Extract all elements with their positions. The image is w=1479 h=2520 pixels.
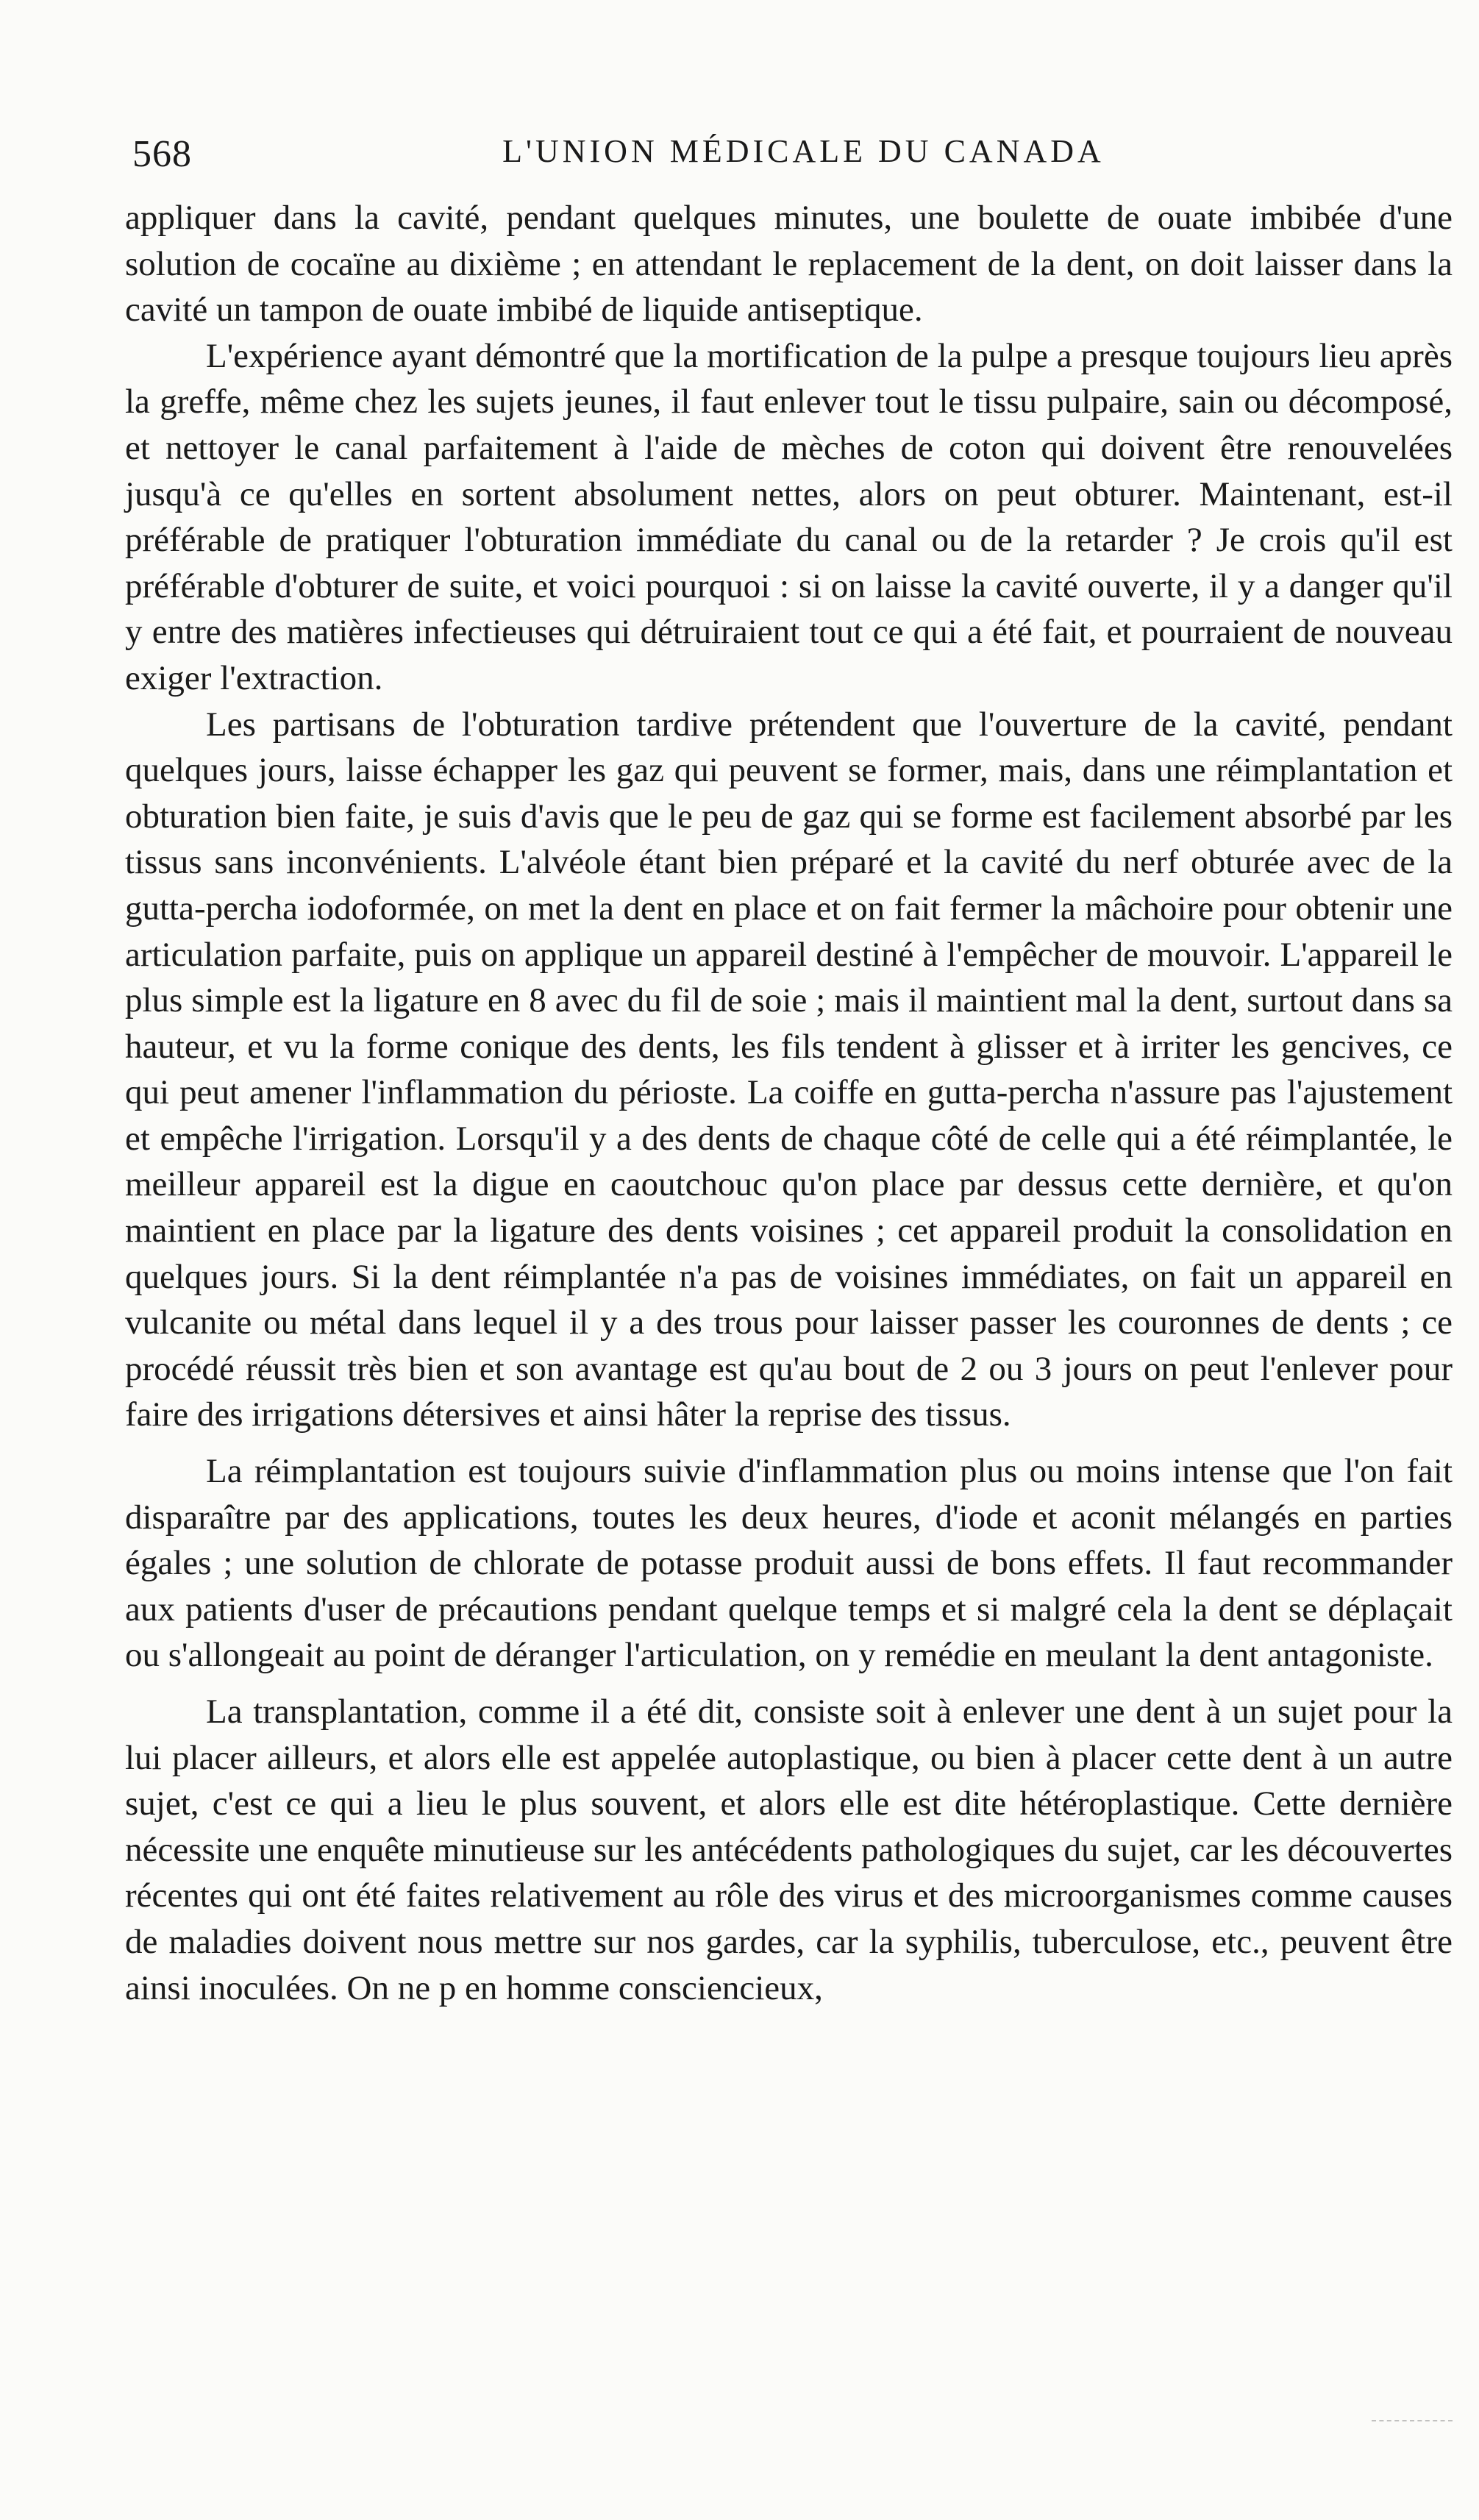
running-title: L'UNION MÉDICALE DU CANADA (502, 133, 1105, 169)
margin-scan-mark (1372, 2410, 1453, 2439)
paragraph-3: Les partisans de l'obturation tardive prétendent que l'ouverture de la cavité, pendant quelques jours, laisse échapper les gaz qui peuvent se former, mais, dans une réimplantation et obturation bien faite, je suis d'avis que le peu de gaz qui se forme est facilement absorbé par les tissus sans inconvénients. L'alvéole étant bien préparé et la cavité du nerf obturée avec de la gutta-percha iodoformée, on met la dent en place et on fait fermer la mâchoire pour obtenir une articulation parfaite, puis on applique un appareil destiné à l'empêcher de mouvoir. L'appareil le plus simple est la ligature en 8 avec du fil de soie ; mais il maintient mal la dent, surtout dans sa hauteur, et vu la forme conique des dents, les fils tendent à glisser et à irriter les gencives, ce qui peut amener l'inflammation du périoste. La coiffe en gutta-percha n'assure pas l'ajustement et empêche l'irrigation. Lorsqu'il y a des dents de chaque côté de celle qui a été réimplantée, le meilleur appareil est la digue en caoutchouc qu'on place par dessus cette dernière, et qu'on maintient en place par la ligature des dents voisines ; cet appareil produit la consolidation en quelques jours. Si la dent réimplantée n'a pas de voisines immédiates, on fait un appareil en vulcanite ou métal dans lequel il y a des trous pour laisser passer les couronnes de dents ; ce procédé réussit très bien et son avantage est qu'au bout de 2 ou 3 jours on peut l'enlever pour faire des irrigations détersives et ainsi hâter la reprise des tissus. (125, 705, 1453, 1434)
paragraph-5: La transplantation, comme il a été dit, consiste soit à enlever une dent à un sujet pour la lui placer ailleurs, et alors elle est appelée autoplastique, ou bien à placer cette dent à un autre sujet, c'est ce qui a lieu le plus souvent, et alors elle est dite hétéroplastique. Cette dernière nécessite une enquête minutieuse sur les antécédents pathologiques du sujet, car les découvertes récentes qui ont été faites relativement au rôle des virus et des microorganismes comme causes de maladies doivent nous mettre sur nos gardes, car la syphilis, tuberculose, etc., peuvent être ainsi inoculées. On ne p en homme consciencieux, (125, 1693, 1453, 2007)
paragraph-4: La réimplantation est toujours suivie d'inflammation plus ou moins intense que l'on fait disparaître par des applications, toutes les deux heures, d'iode et aconit mélangés en parties égales ; une solution de chlorate de potasse produit aussi de bons effets. Il faut recommander aux patients d'user de précautions pendant quelque temps et si malgré cela la dent se déplaçait ou s'allongeait au point de déranger l'articulation, on y remédie en meulant la dent antagoniste. (125, 1452, 1453, 1675)
paragraph-1: appliquer dans la cavité, pendant quelques minutes, une boulette de ouate imbibée d'une solution de cocaïne au dixième ; en attendant le replacement de la dent, on doit laisser dans la cavité un tampon de ouate imbibé de liquide antiseptique. (125, 199, 1453, 330)
page-number: 568 (132, 133, 192, 175)
page-header (125, 110, 1453, 191)
document-page (125, 110, 1453, 2479)
body-text (125, 195, 1453, 2011)
paragraph-2: L'expérience ayant démontré que la mortification de la pulpe a presque toujours lieu après la greffe, même chez les sujets jeunes, il faut enlever tout le tissu pulpaire, sain ou décomposé, et nettoyer le canal parfaitement à l'aide de mèches de coton qui doivent être renouvelées jusqu'à ce qu'elles en sortent absolument nettes, alors on peut obturer. Maintenant, est-il préférable de pratiquer l'obturation immédiate du canal ou de la retarder ? Je crois qu'il est préférable d'obturer de suite, et voici pourquoi : si on laisse la cavité ouverte, il y a danger qu'il y entre des matières infectieuses qui détruiraient tout ce qui a été fait, et pourraient de nouveau exiger l'extraction. (125, 336, 1453, 697)
